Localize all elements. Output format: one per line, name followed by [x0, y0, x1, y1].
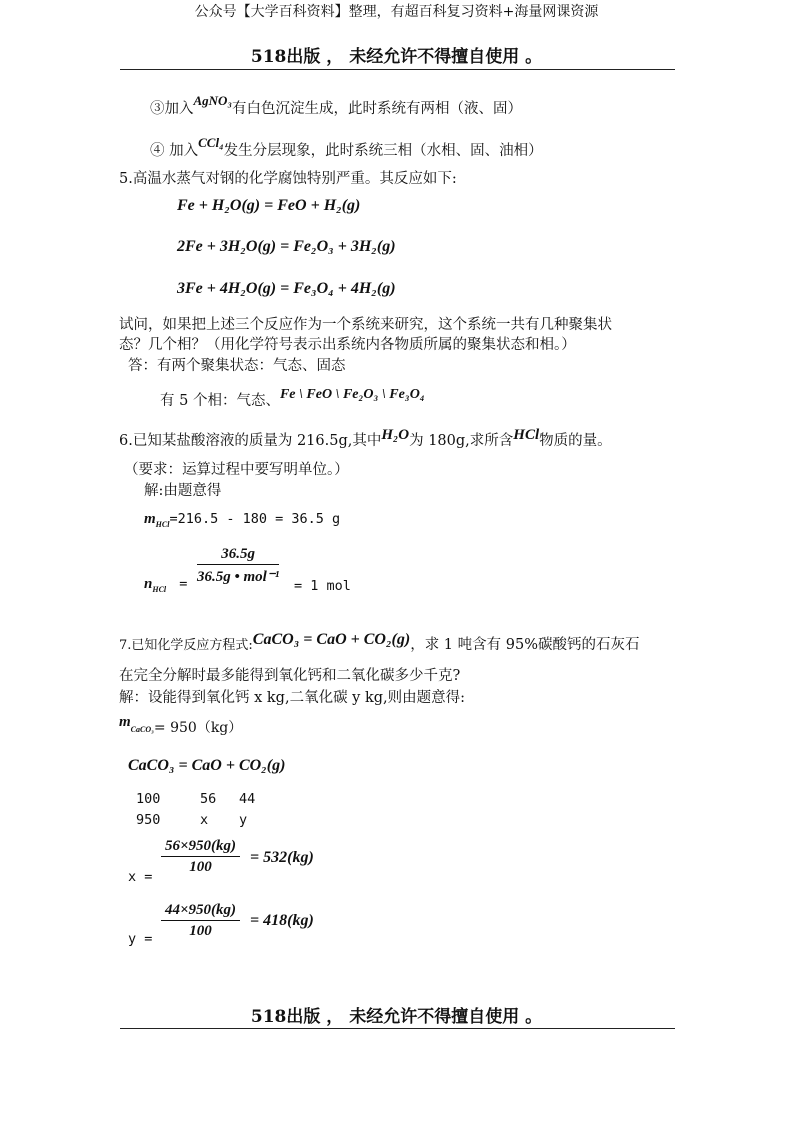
q7-solution: 解：设能得到氧化钙 x kg,二氧化碳 y kg,则由题意得:: [119, 690, 466, 706]
q7-stem-line-2: 在完全分解时最多能得到氧化钙和二氧化碳多少千克?: [119, 668, 461, 684]
q7-row-1-co2: 44: [239, 791, 256, 807]
q7-row-2-cao: x: [200, 812, 209, 828]
footer-rule: [120, 1028, 675, 1029]
footer-banner: 518出版 ， 未经允许不得擅自使用 。: [250, 1007, 543, 1027]
q5-answer-2: 有 5 个相：气态、Fe \ FeO \ Fe₂O₃ \ Fe₃O₄: [160, 387, 425, 409]
q5-equation-1: Fe + H₂O(g) = FeO + H₂(g): [177, 197, 361, 214]
q7-mass-line: $m_{CaCO_3}= 950(kg)$: [119, 714, 243, 736]
top-note: 公众号【大学百科资料】整理，有超百科复习资料+海量网课资源: [194, 4, 599, 20]
header-banner: 518出版 ， 未经允许不得擅自使用 。: [250, 47, 543, 67]
q7-y-label: y =: [128, 931, 153, 947]
q5-question-line-2: 态？几个相？（用化学符号表示出系统内各物质所属的聚集状态和相。）: [119, 337, 576, 353]
q4-item3: ③加入AgNO₃有白色沉淀生成，此时系统有两相（液、固）: [150, 93, 522, 117]
q6-requirement: （要求：运算过程中要写明单位。）: [124, 462, 349, 478]
q6-stem: 6.已知某盐酸溶液的质量为 216.5g,其中H₂O为 180g,求所含HCl物质的量。: [119, 427, 612, 449]
q5-stem: 5.高温水蒸气对钢的化学腐蚀特别严重。其反应如下:: [119, 171, 457, 187]
q5-equation-3: 3Fe + 4H₂O(g) = Fe₃O₄ + 4H₂(g): [177, 280, 396, 297]
q6-mole-result: = 1 mol: [294, 578, 351, 594]
q7-x-fraction: $\frac{56\times 950(kg)}{100}$: [161, 838, 240, 876]
q6-mass-line: $m_{HCl}=216.5 - 180 = 36.5$ g: [144, 511, 341, 530]
q4-item4: ④ 加入CCl₄发生分层现象，此时系统三相（水相、固、油相）: [150, 135, 543, 159]
q6-mole-line: $n_{HCl}$ =: [144, 576, 188, 595]
q7-row-1-cao: 56: [200, 791, 217, 807]
q5-equation-2: 2Fe + 3H₂O(g) = Fe₂O₃ + 3H₂(g): [177, 238, 396, 255]
q7-equation: CaCO₃ = CaO + CO₂(g): [128, 757, 286, 774]
q6-solution: 解:由题意得: [144, 483, 222, 499]
q7-x-result: = 532(kg): [250, 849, 314, 866]
header-rule: [120, 69, 675, 70]
q7-stem: 7.已知化学反应方程式:CaCO₃ = CaO + CO₂(g)，求 1 吨含有 95%碳酸钙的石灰石: [119, 631, 640, 653]
q7-y-fraction: $\frac{44\times 950(kg)}{100}$: [161, 902, 240, 940]
q7-row-1-caco3: 100: [136, 791, 161, 807]
q7-x-label: x =: [128, 869, 153, 885]
q7-row-2-co2: y: [239, 812, 248, 828]
q5-question-line-1: 试问，如果把上述三个反应作为一个系统来研究，这个系统一共有几种聚集状: [119, 317, 612, 333]
q7-row-2-caco3: 950: [136, 812, 161, 828]
q5-answer-1: 答：有两个聚集状态：气态、固态: [128, 358, 346, 374]
q7-y-result: = 418(kg): [250, 912, 314, 929]
q6-mole-fraction: 36.5g 36.5g • mol⁻¹: [197, 546, 280, 585]
